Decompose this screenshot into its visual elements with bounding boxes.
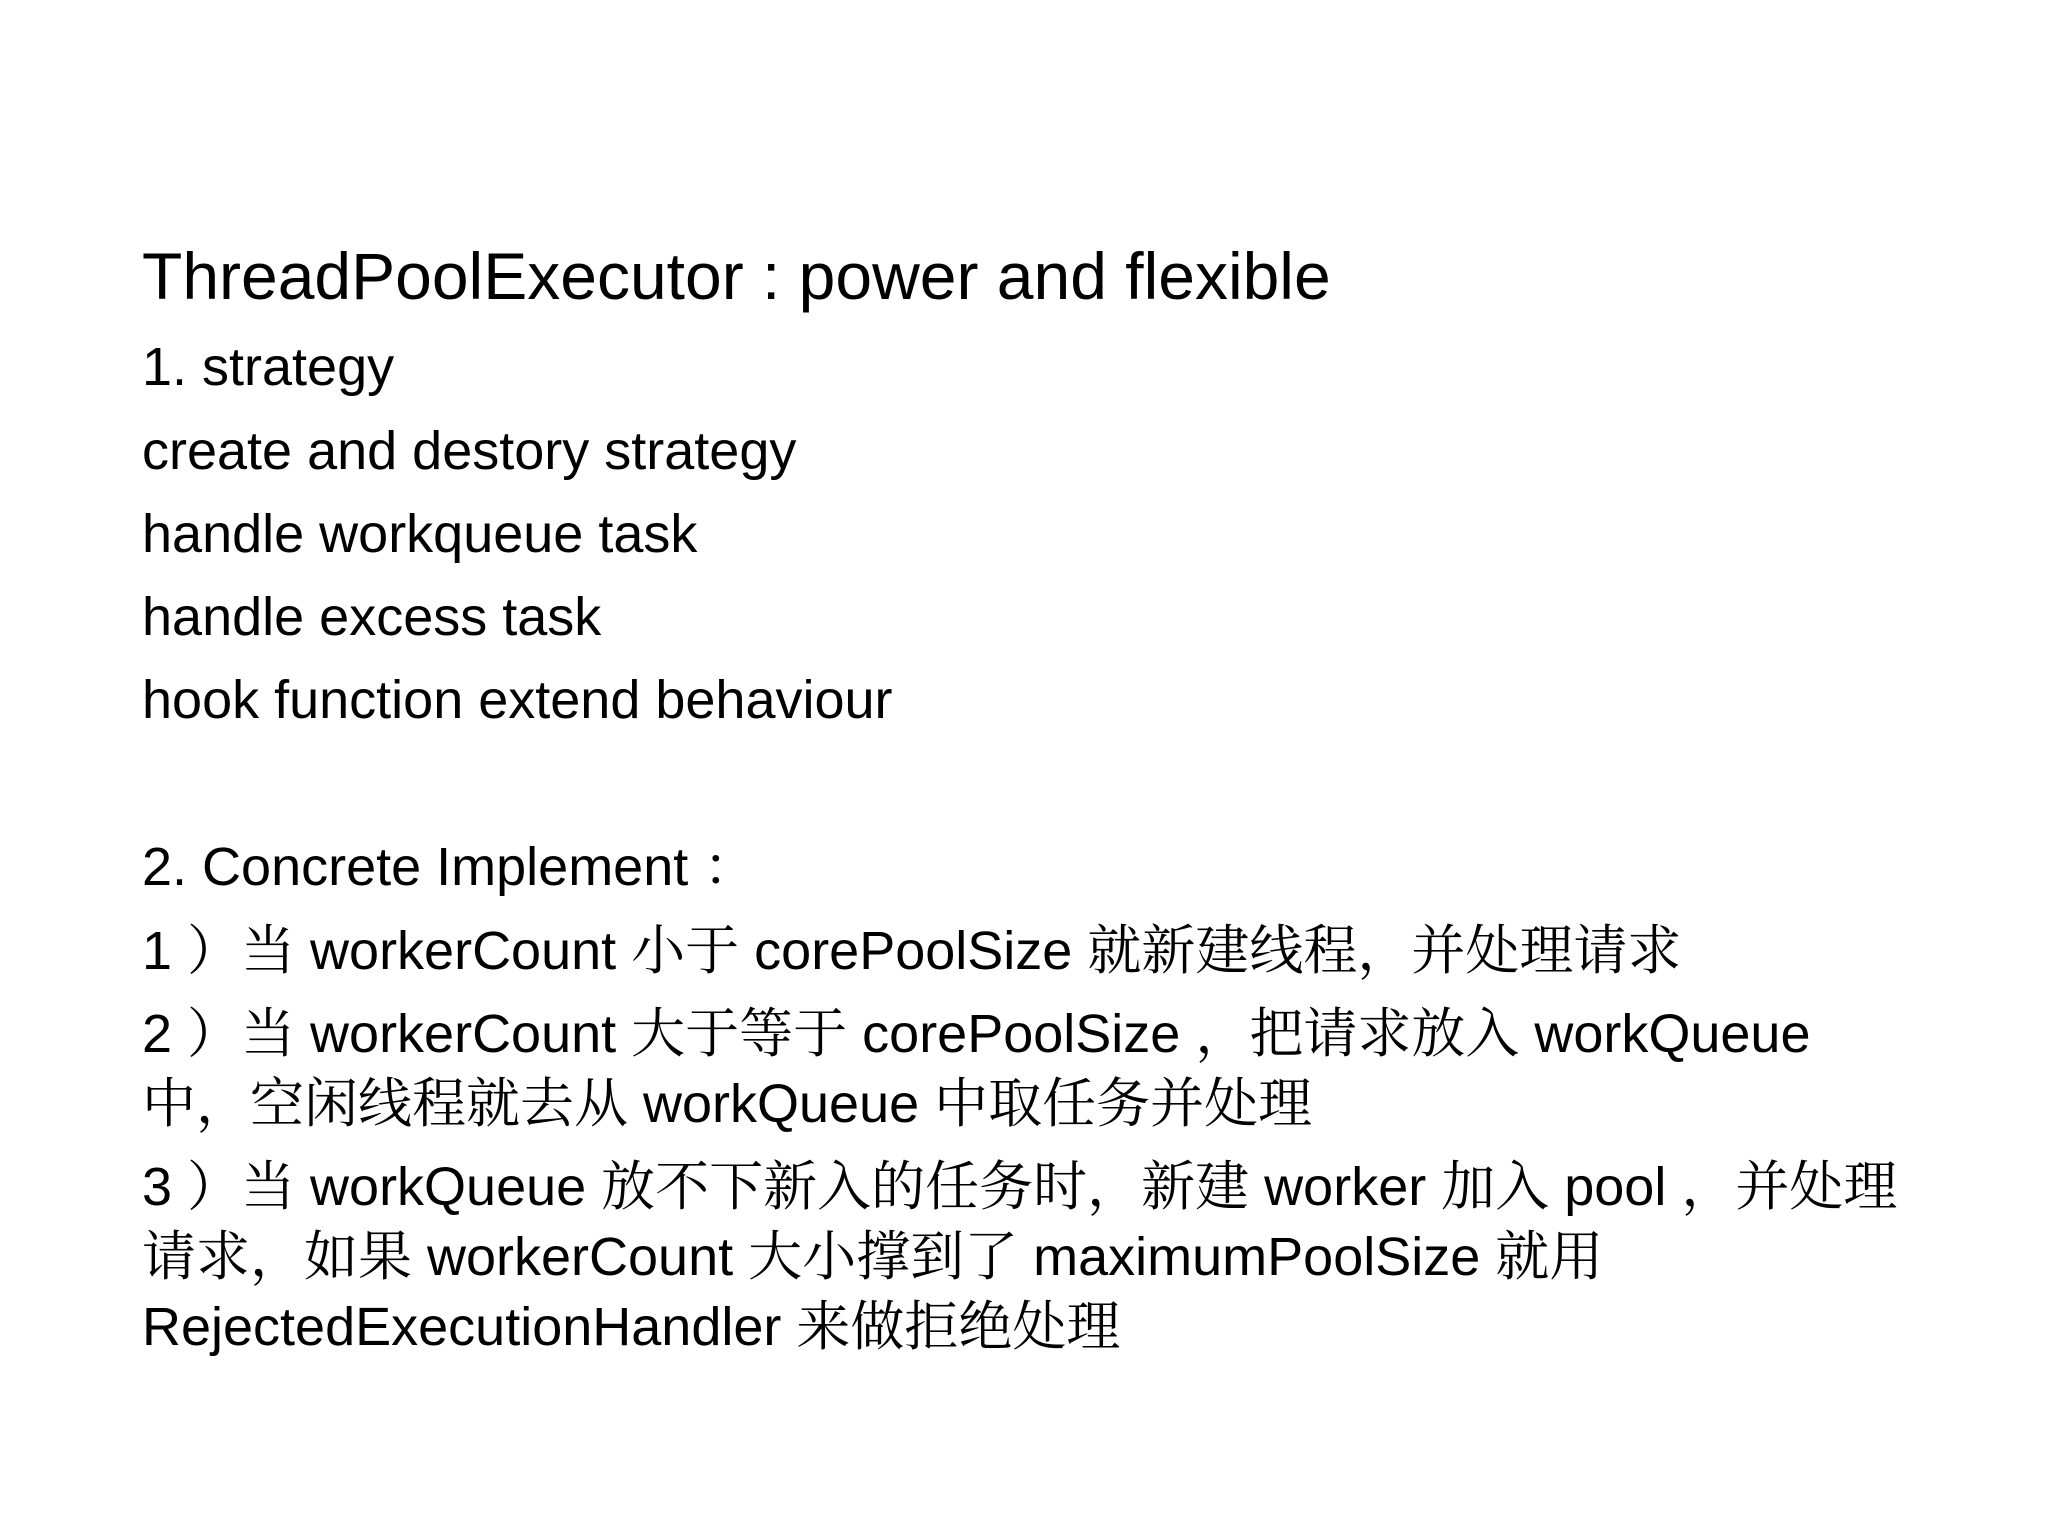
slide-title: ThreadPoolExecutor : power and flexible xyxy=(142,239,1331,313)
implement-item-2: 2 ）当 workerCount 大于等于 corePoolSize ，把请求放入 workQueue 中，空闲线程就去从 workQueue 中取任务并处理 xyxy=(142,1004,1811,1134)
implement-item-3: 3 ）当 workQueue 放不下新入的任务时，新建 worker 加入 pool ，并处理请求，如果 workerCount 大小撑到了 maximumPoolSize 就用 RejectedExecutionHandler 来做拒绝处理 xyxy=(142,1157,1898,1357)
section-strategy-heading: 1. strategy xyxy=(142,337,395,397)
strategy-item-workqueue: handle workqueue task xyxy=(142,504,698,564)
section-implement-heading: 2. Concrete Implement ： xyxy=(142,837,758,897)
strategy-item-excess: handle excess task xyxy=(142,587,602,647)
strategy-item-hook: hook function extend behaviour xyxy=(142,670,893,730)
implement-item-1: 1 ）当 workerCount 小于 corePoolSize 就新建线程，并处理请求 xyxy=(142,921,1682,981)
strategy-item-create-destroy: create and destory strategy xyxy=(142,421,797,481)
